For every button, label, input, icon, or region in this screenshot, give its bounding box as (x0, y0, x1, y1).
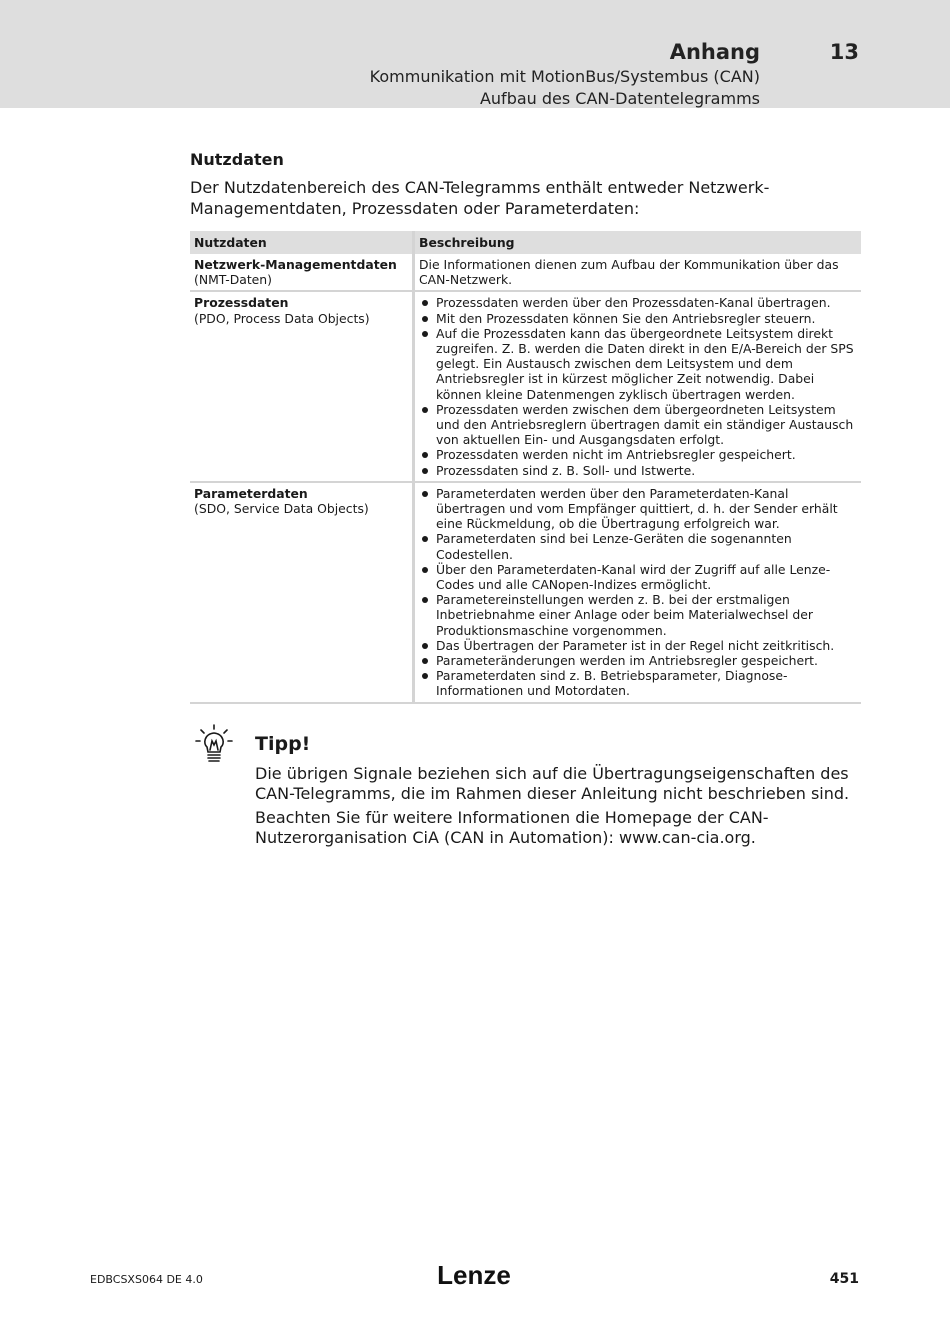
bullet-item: Parameterdaten werden über den Parameterdaten-Kanal übertragen und vom Empfänger quittiert, d. h. der Sender erhält eine Rückmeldung, ob die Übertragung erfolgreich war. (419, 486, 857, 532)
lenze-logo (434, 1261, 514, 1289)
tip-paragraph: Beachten Sie für weitere Informationen die Homepage der CAN-Nutzerorganisation CiA (CAN in Automation): www.can-cia.org. (255, 808, 769, 847)
row-title: Parameterdaten (194, 485, 308, 501)
row-title: Prozessdaten (194, 295, 289, 311)
row-subtitle: (NMT-Daten) (194, 272, 272, 288)
bullet-list (419, 295, 857, 477)
row-description: Die Informationen dienen zum Aufbau der Kommunikation über das CAN-Netzwerk. (419, 257, 839, 288)
bullet-item: Parametereinstellungen werden z. B. bei der erstmaligen Inbetriebnahme einer Anlage oder beim Materialwechsel der Produktionsmaschine vorgenommen. (419, 592, 857, 638)
lightbulb-icon (193, 723, 235, 765)
bullet-list (419, 486, 857, 699)
tip-title: Tipp! (255, 733, 311, 755)
row-label-cell (190, 482, 414, 703)
chapter-title: Anhang (669, 40, 760, 64)
column-header-beschreibung: Beschreibung (414, 231, 862, 254)
bullet-item: Mit den Prozessdaten können Sie den Antriebsregler steuern. (419, 311, 857, 326)
table-row (190, 291, 861, 481)
row-label-cell (190, 254, 414, 291)
bullet-item: Das Übertragen der Parameter ist in der Regel nicht zeitkritisch. (419, 638, 857, 653)
row-description-cell (414, 482, 862, 703)
row-label-cell (190, 291, 414, 481)
row-subtitle: (PDO, Process Data Objects) (194, 310, 370, 326)
bullet-item: Prozessdaten sind z. B. Soll- und Istwerte. (419, 463, 857, 478)
row-title: Netzwerk-Managementdaten (194, 257, 397, 272)
bullet-item: Parameterdaten sind z. B. Betriebsparameter, Diagnose-Informationen und Motordaten. (419, 668, 857, 698)
intro-paragraph: Der Nutzdatenbereich des CAN-Telegramms enthält entweder Netzwerk-Managementdaten, Prozessdaten oder Parameterdaten: (190, 178, 770, 218)
header-band (0, 0, 950, 108)
document-code: EDBCSXS064 DE 4.0 (90, 1273, 203, 1286)
table-row (190, 482, 861, 703)
section-heading: Nutzdaten (190, 150, 284, 169)
subsection-subtitle: Aufbau des CAN-Datentelegramms (479, 89, 760, 108)
table-row (190, 254, 861, 291)
page-number: 451 (829, 1271, 859, 1287)
tip-paragraph: Die übrigen Signale beziehen sich auf die Übertragungseigenschaften des CAN-Telegramms, die im Rahmen dieser Anleitung nicht beschrieben sind. (255, 764, 850, 803)
bullet-item: Über den Parameterdaten-Kanal wird der Zugriff auf alle Lenze-Codes und alle CANopen-Indizes ermöglicht. (419, 562, 857, 592)
bullet-item: Auf die Prozessdaten kann das übergeordnete Leitsystem direkt zugreifen. Z. B. werden die Daten direkt in den E/A-Bereich der SPS gelegt. Ein Austausch zwischen dem Leitsystem und dem Antriebsregler ist in kürzest möglicher Zeit notwendig. Dabei können kleine Datenmengen zyklisch übertragen werden. (419, 326, 857, 402)
bullet-item: Prozessdaten werden über den Prozessdaten-Kanal übertragen. (419, 295, 857, 310)
lenze-logo-text: Lenze (437, 1261, 511, 1289)
section-subtitle: Kommunikation mit MotionBus/Systembus (CAN) (369, 67, 760, 86)
row-subtitle: (SDO, Service Data Objects) (194, 501, 369, 517)
chapter-number: 13 (829, 40, 859, 64)
bullet-item: Parameteränderungen werden im Antriebsregler gespeichert. (419, 653, 857, 668)
bullet-item: Prozessdaten werden zwischen dem übergeordneten Leitsystem und den Antriebsreglern übertragen damit ein ständiger Austausch von aktuellen Ein- und Ausgangsdaten erfolgt. (419, 402, 857, 448)
row-description-cell (414, 291, 862, 481)
column-header-nutzdaten: Nutzdaten (190, 231, 414, 254)
row-description-cell (414, 254, 862, 291)
bullet-item: Parameterdaten sind bei Lenze-Geräten die sogenannten Codestellen. (419, 531, 857, 561)
nutzdaten-table (190, 231, 861, 704)
bullet-item: Prozessdaten werden nicht im Antriebsregler gespeichert. (419, 447, 857, 462)
table-header-row (190, 231, 861, 254)
